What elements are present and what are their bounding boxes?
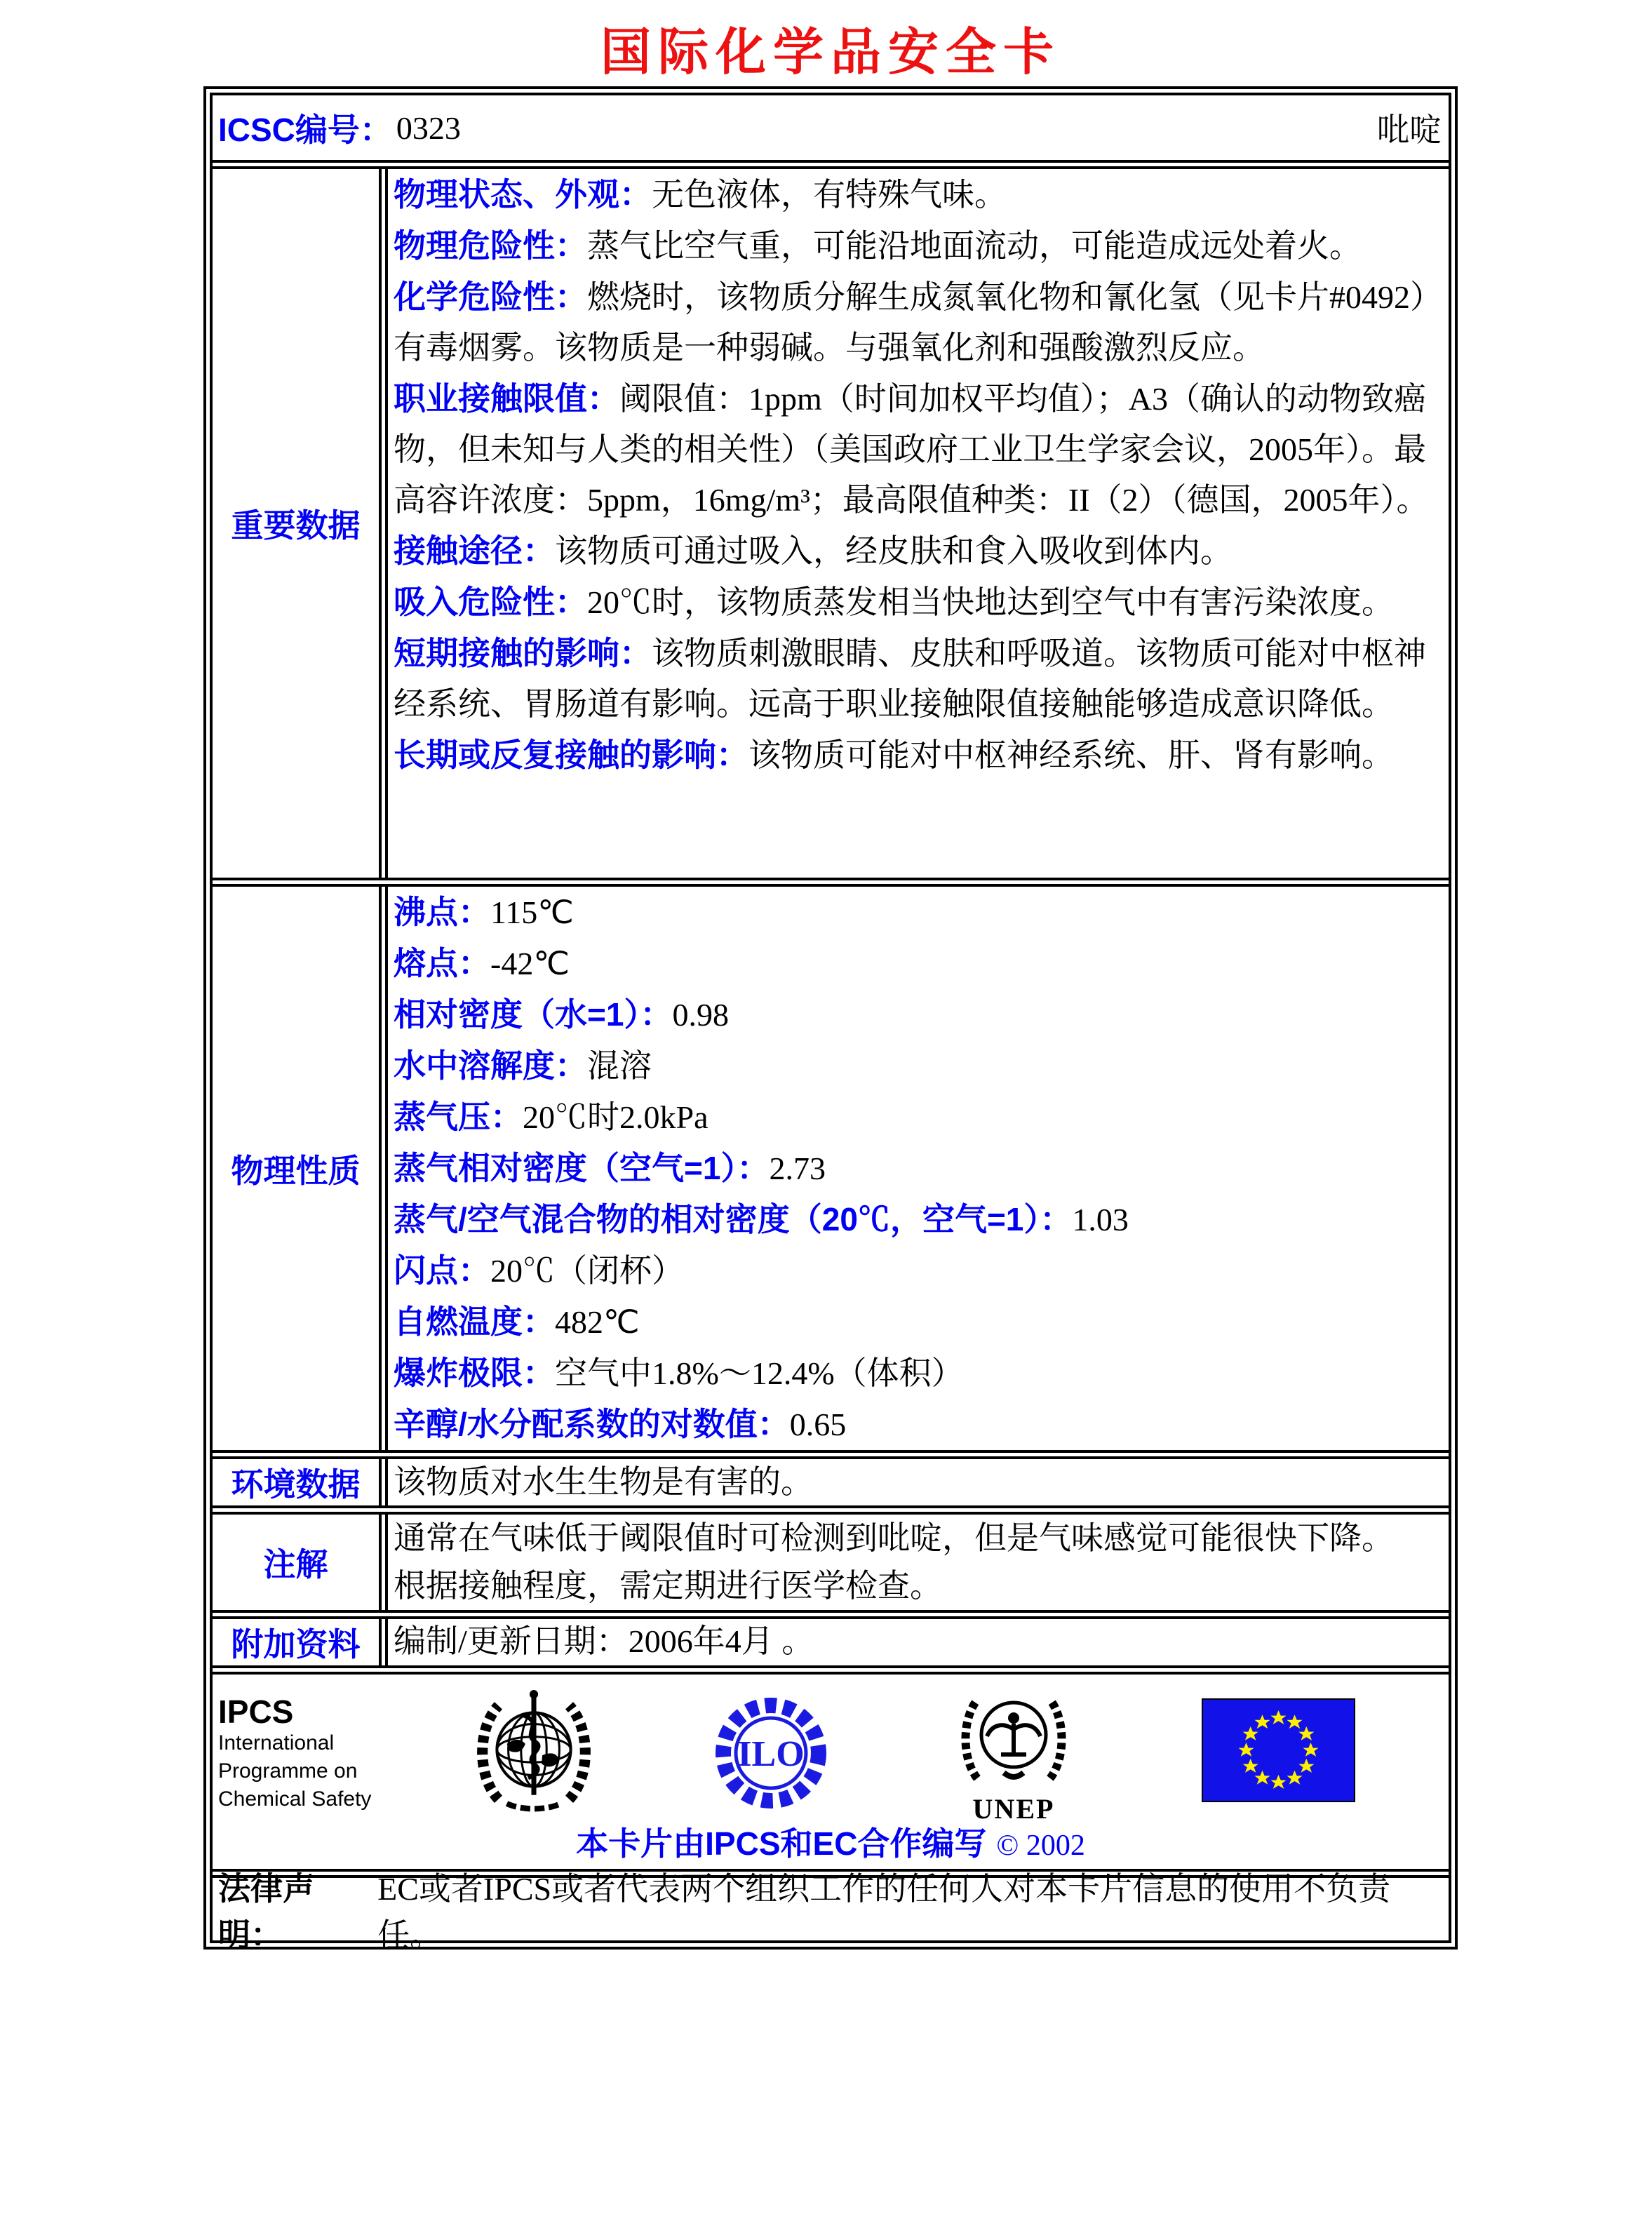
important-item: 职业接触限值：阈限值：1ppm（时间加权平均值）；A3（确认的动物致癌物，但未知与人类的相关性）（美国政府工业卫生学家会议，2005年）。最高容许浓度：5ppm，16mg/m³；最高限值种类：II（2）（德国，2005年）。 [394,380,1429,518]
caption-text: 本卡片由IPCS和EC合作编写 [576,1825,987,1862]
icsc-number-label: ICSC编号： [218,112,392,148]
important-item: 接触途径：该物质可通过吸入，经皮肤和食入吸收到体内。 [394,532,1233,569]
physical-item: 蒸气压：20℃时2.0kPa [394,1099,709,1135]
environment-data-row-label: 环境数据 [213,1459,388,1505]
physical-item: 相对密度（水=1）：0.98 [394,996,729,1033]
physical-item: 自燃温度：482℃ [394,1303,640,1340]
additional-info-row [213,1610,1449,1665]
important-item: 长期或反复接触的影响：该物质可能对中枢神经系统、肝、肾有影响。 [394,737,1394,773]
ipcs-subtitle-line: International [218,1731,335,1754]
note-line: 根据接触程度，需定期进行医学检查。 [394,1568,942,1604]
physical-item: 沸点：115℃ [394,894,574,930]
physical-properties-content [388,887,1449,1450]
caption-copyright: © 2002 [996,1830,1085,1862]
page-title: 国际化学品安全卡 [600,25,1061,81]
ipcs-wordmark [218,1694,371,1813]
cooperation-caption [213,1818,1449,1865]
additional-info-row-label: 附加资料 [213,1619,388,1665]
legal-notice-label: 法律声明： [218,1870,315,1953]
important-item: 短期接触的影响：该物质刺激眼睛、皮肤和呼吸道。该物质可能对中枢神经系统、胃肠道有影响。远高于职业接触限值接触能够造成意识降低。 [394,635,1426,722]
icsc-number-value: 0323 [396,109,461,146]
environment-data-content: 该物质对水生生物是有害的。 [394,1464,813,1500]
who-logo-icon [470,1687,598,1818]
unep-logo-icon [958,1683,1070,1824]
physical-item: 水中溶解度：混溶 [394,1047,652,1084]
environment-data-row [213,1450,1449,1505]
ipcs-title: IPCS [218,1693,294,1730]
important-item: 吸入危险性：20℃时，该物质蒸发相当快地达到空气中有害污染浓度。 [394,584,1394,620]
physical-item: 蒸气/空气混合物的相对密度（20℃，空气=1）：1.03 [394,1201,1129,1237]
ipcs-subtitle-line: Chemical Safety [218,1787,372,1811]
important-item: 物理状态、外观：无色液体，有特殊气味。 [394,176,1007,213]
header-row [213,95,1449,160]
legal-notice-text: EC或者IPCS或者代表两个组织工作的任何人对本卡片信息的使用不负责任。 [377,1870,1391,1953]
legal-row [213,1869,1449,1953]
physical-item: 蒸气相对密度（空气=1）：2.73 [394,1150,826,1186]
physical-item: 熔点：-42℃ [394,945,570,981]
eu-flag-icon [1202,1698,1355,1806]
important-data-row-label: 重要数据 [213,169,388,878]
additional-info-content: 编制/更新日期：2006年4月 。 [394,1623,814,1659]
ilo-letters: ILO [737,1734,805,1774]
important-item: 物理危险性：蒸气比空气重，可能沿地面流动，可能造成远处着火。 [394,227,1362,264]
important-item: 化学危险性：燃烧时，该物质分解生成氮氧化物和氰化氢（见卡片#0492）有毒烟雾。该物质是一种弱碱。与强氧化剂和强酸激烈反应。 [394,279,1426,365]
important-data-row [213,160,1449,878]
ipcs-subtitle-line: Programme on [218,1759,358,1783]
physical-item: 闪点：20℃（闭杯） [394,1252,684,1289]
physical-item: 爆炸极限：空气中1.8%～12.4%（体积） [394,1355,964,1391]
physical-properties-row-label: 物理性质 [213,887,388,1450]
unep-label: UNEP [972,1793,1055,1825]
note-line: 通常在气味低于阈限值时可检测到吡啶，但是气味感觉可能很快下降。 [394,1520,1394,1556]
important-data-content [388,169,1449,878]
physical-item: 辛醇/水分配系数的对数值：0.65 [394,1406,847,1442]
notes-content [388,1515,1449,1610]
notes-row-label: 注解 [213,1515,388,1610]
safety-card-table [203,86,1458,1953]
ilo-logo-icon [711,1693,831,1817]
notes-row [213,1505,1449,1610]
logos-row [213,1665,1449,1869]
physical-properties-row [213,878,1449,1450]
chemical-name: 吡啶 [1377,112,1442,148]
